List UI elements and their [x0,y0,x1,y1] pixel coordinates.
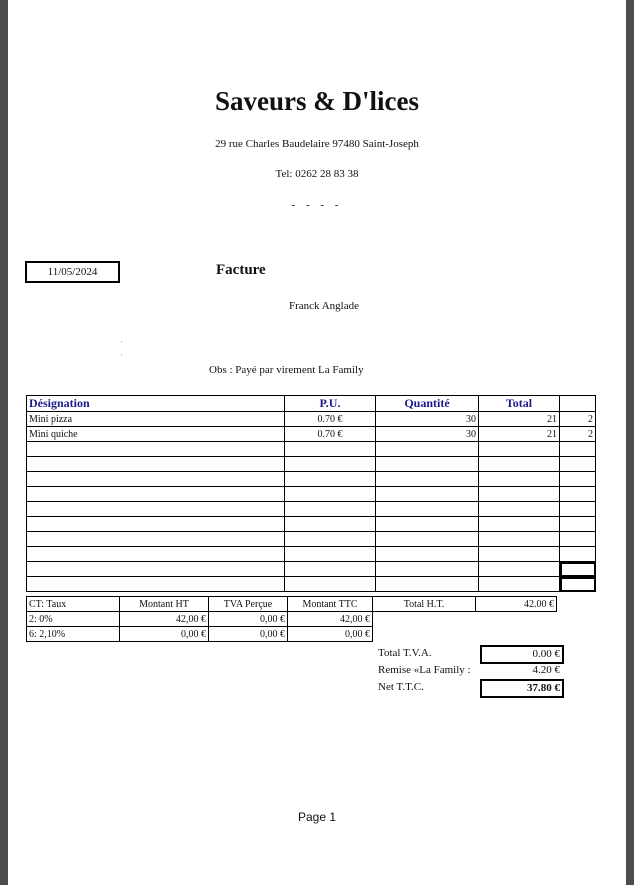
item-total: 21 [479,412,560,427]
invoice-title: Facture [216,262,266,278]
vat-rate: 6: 2,10% [27,627,120,642]
shop-address: 29 rue Charles Baudelaire 97480 Saint-Joseph [215,138,419,150]
table-row [27,472,596,487]
tick-mark: · [120,337,123,347]
item-quantity: 30 [376,412,479,427]
table-row [27,517,596,532]
table-row [27,577,596,592]
net-ttc-label: Net T.T.C. [378,681,424,693]
client-name: Franck Anglade [289,300,359,312]
item-unit-price: 0.70 € [285,427,376,442]
table-row [27,427,596,442]
total-tva-value: 0.00 € [480,645,564,664]
table-row [27,612,557,627]
table-row [27,487,596,502]
header-quantity: Quantité [376,396,479,412]
table-row [27,502,596,517]
item-unit-price: 0.70 € [285,412,376,427]
table-row [27,457,596,472]
header-separator: - - - - [291,199,343,211]
item-extra: 2 [560,412,596,427]
item-quantity: 30 [376,427,479,442]
table-row [27,442,596,457]
vat-ht: 0,00 € [120,627,209,642]
item-designation: Mini quiche [27,427,285,442]
vat-table [26,596,557,642]
items-header-row [27,396,596,412]
table-row [27,532,596,547]
item-designation: Mini pizza [27,412,285,427]
invoice-observation: Obs : Payé par virement La Family [209,364,364,376]
item-total: 21 [479,427,560,442]
vat-header-row [27,597,557,612]
total-ht-label: Total H.T. [373,597,476,612]
vat-ttc: 0,00 € [288,627,373,642]
discount-label: Remise «La Family : [378,664,471,676]
vat-tva: 0,00 € [209,612,288,627]
header-designation: Désignation [27,396,285,412]
header-unit-price: P.U. [285,396,376,412]
table-row [27,627,557,642]
vat-ttc: 42,00 € [288,612,373,627]
total-ht-value: 42.00 € [476,597,557,612]
tick-mark: · [120,350,123,360]
table-row [27,547,596,562]
vat-header-tva: TVA Perçue [209,597,288,612]
shop-name: Saveurs & D'lices [215,86,419,116]
vat-header-ttc: Montant TTC [288,597,373,612]
vat-rate: 2: 0% [27,612,120,627]
header-extra [560,396,596,412]
vat-header-rate: CT: Taux [27,597,120,612]
vat-ht: 42,00 € [120,612,209,627]
invoice-date: 11/05/2024 [25,261,120,283]
shop-phone: Tel: 0262 28 83 38 [275,168,359,180]
vat-tva: 0,00 € [209,627,288,642]
items-table [26,395,596,592]
page-number: Page 1 [297,810,337,824]
table-row [27,562,596,577]
net-ttc-value: 37.80 € [480,679,564,698]
total-tva-label: Total T.V.A. [378,647,432,659]
vat-header-ht: Montant HT [120,597,209,612]
invoice-page [8,0,626,885]
table-row [27,412,596,427]
discount-value: 4.20 € [532,664,560,676]
item-extra: 2 [560,427,596,442]
header-total: Total [479,396,560,412]
